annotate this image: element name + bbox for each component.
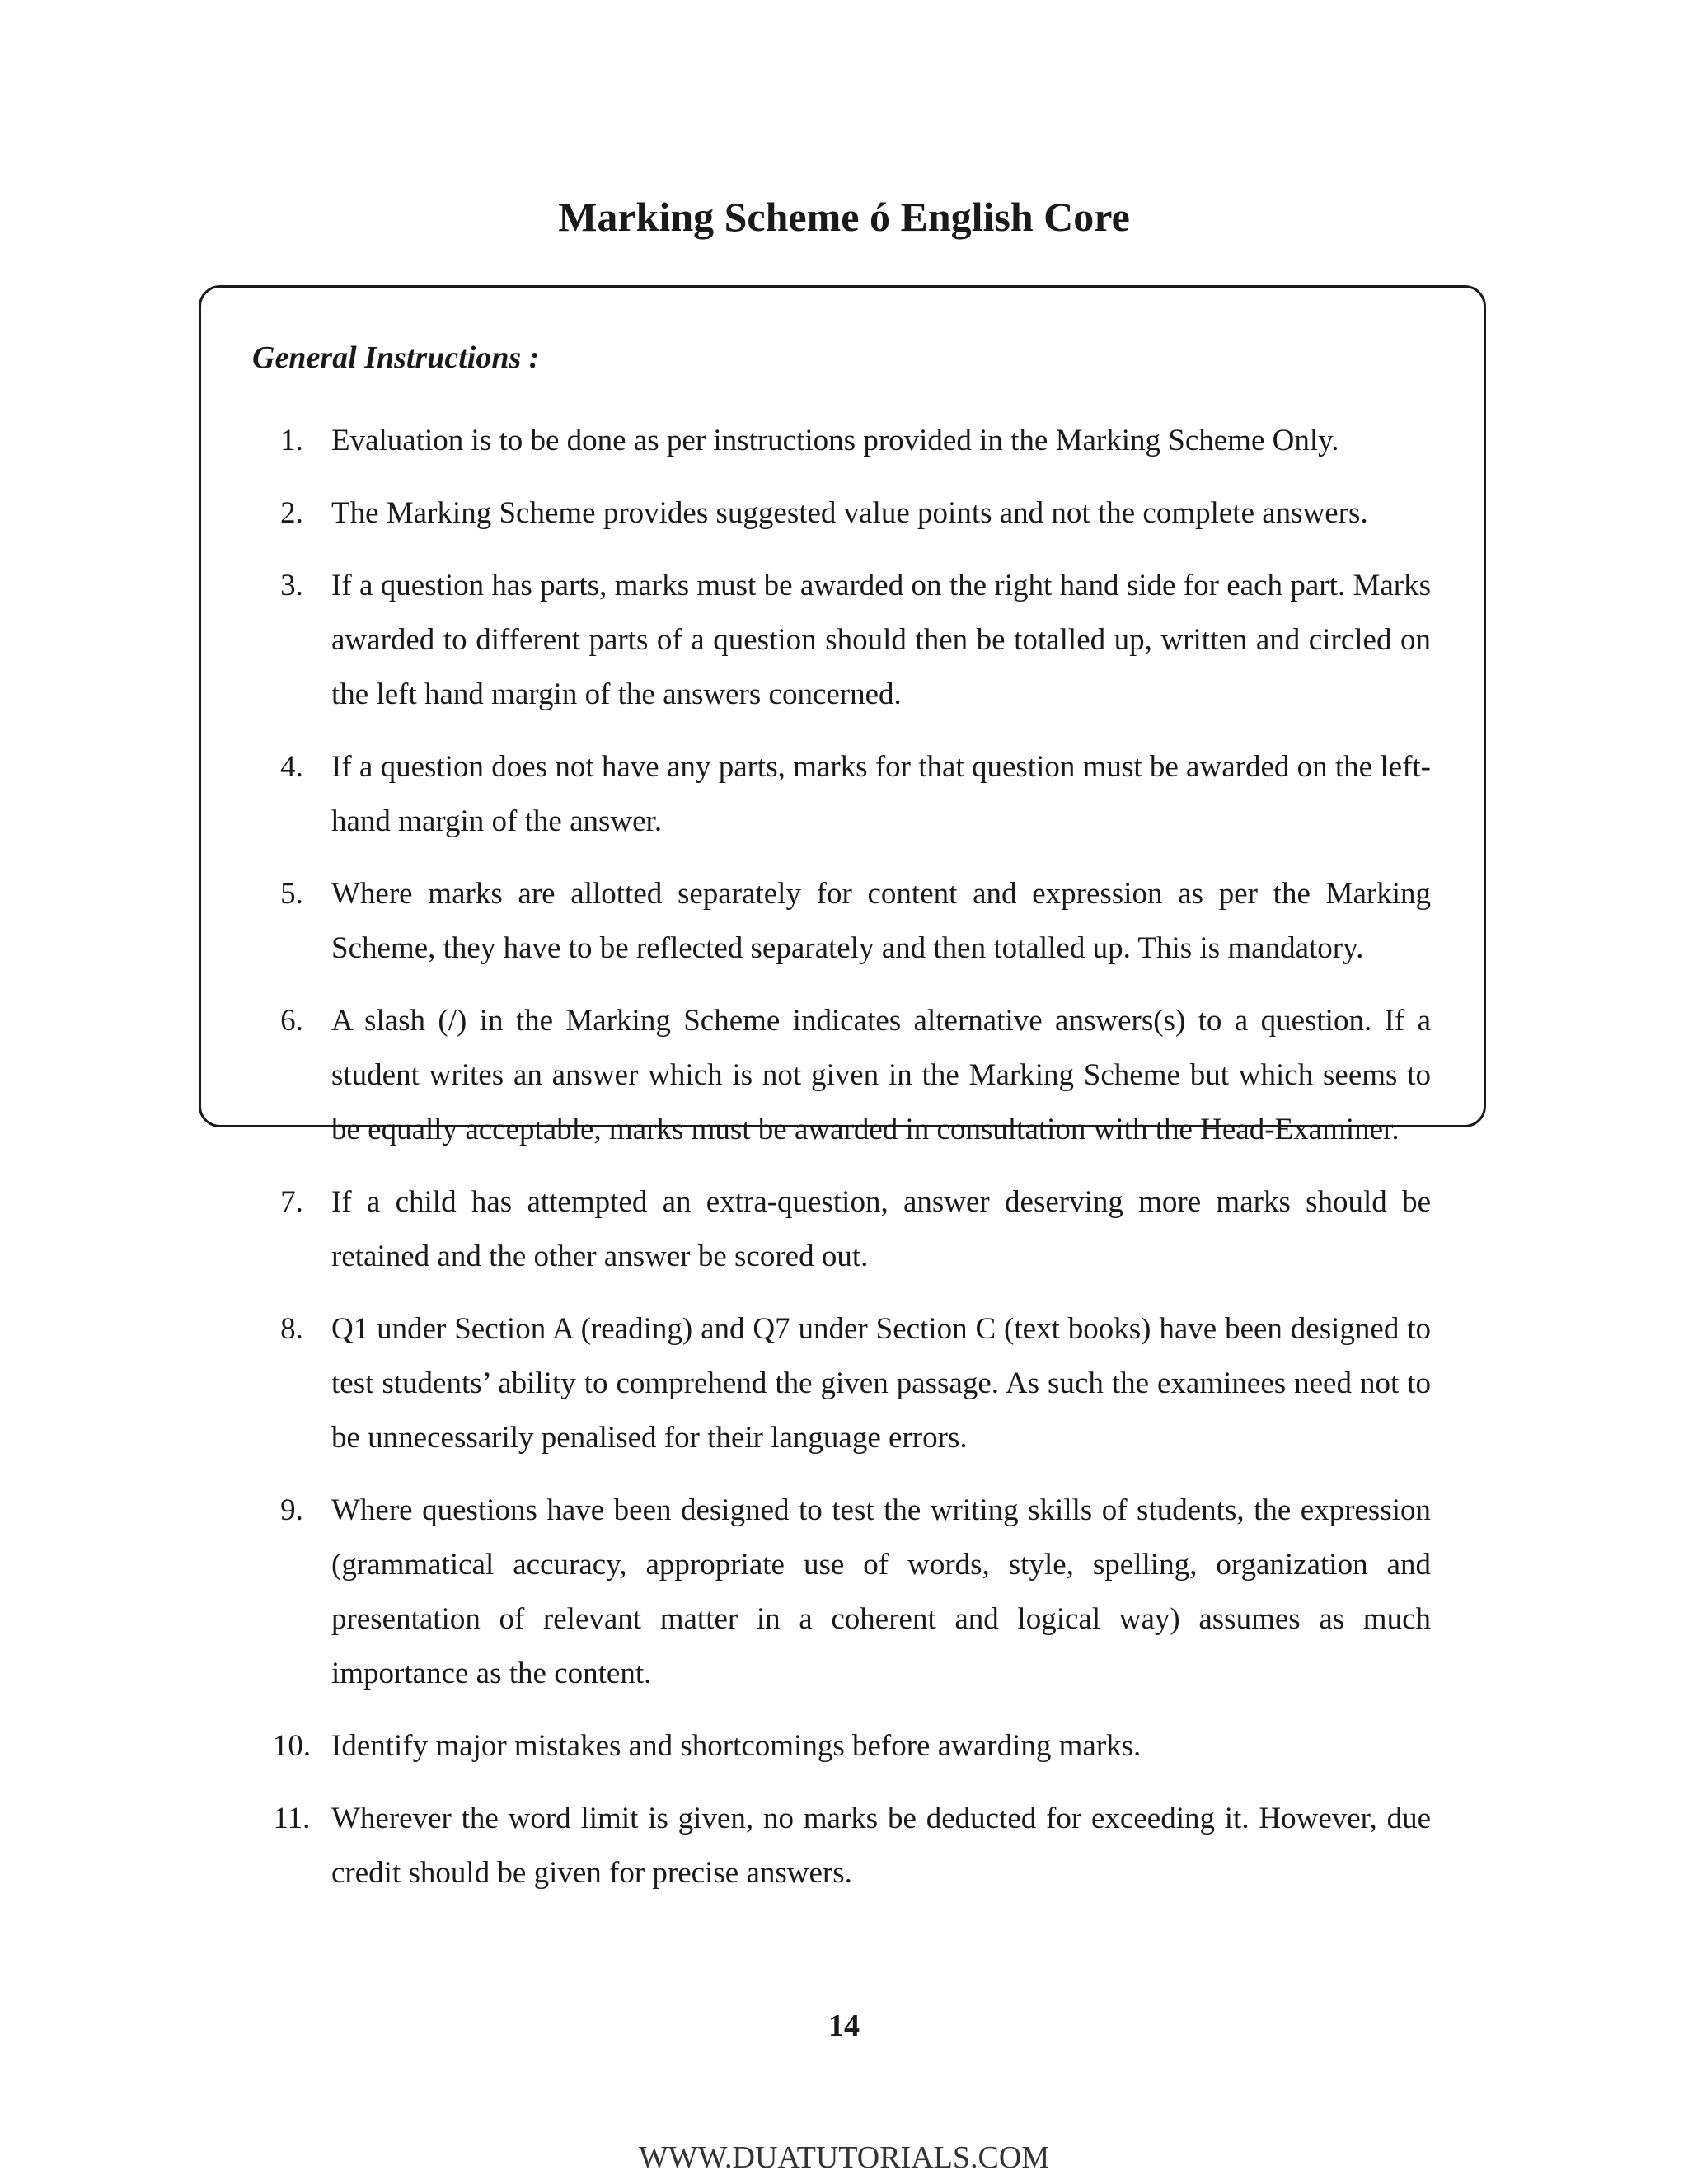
instruction-item-5	[252, 867, 1431, 976]
instruction-text: Identify major mistakes and shortcomings before awarding marks.	[331, 1729, 1142, 1763]
instruction-list	[252, 414, 1431, 1919]
instruction-text: Where questions have been designed to test the writing skills of students, the expression (grammatical accuracy, appropriate use of words, style, spelling, organization and presentation of relevant matter in a coherent and logical way) assumes as much importance as the content.	[331, 1493, 1431, 1690]
instruction-item-10	[252, 1719, 1431, 1774]
instruction-item-8	[252, 1302, 1431, 1465]
instruction-number: 5.	[280, 877, 303, 911]
instruction-number: 11.	[273, 1802, 311, 1835]
instruction-number: 10.	[272, 1729, 312, 1763]
instruction-item-4	[252, 740, 1431, 849]
instruction-number: 9.	[280, 1493, 303, 1527]
instructions-heading: General Instructions :	[252, 340, 540, 375]
instruction-text: A slash (/) in the Marking Scheme indicates alternative answers(s) to a question. If a student writes an answer which is not given in the Marking Scheme but which seems to be equally acceptable, marks must be awarded in consultation with the Head-Examiner.	[331, 1004, 1431, 1146]
page-title: Marking Scheme ó English Core	[558, 194, 1130, 240]
instruction-text: Where marks are allotted separately for content and expression as per the Marking Scheme, they have to be reflected separately and then totalled up. This is mandatory.	[331, 877, 1431, 965]
instruction-item-2	[252, 486, 1431, 541]
instruction-text: Wherever the word limit is given, no marks be deducted for exceeding it. However, due credit should be given for precise answers.	[331, 1802, 1431, 1890]
instruction-number: 2.	[280, 496, 303, 530]
instruction-item-3	[252, 559, 1431, 722]
instruction-text: If a question does not have any parts, marks for that question must be awarded on the left-hand margin of the answer.	[331, 750, 1431, 838]
instruction-text: If a question has parts, marks must be awarded on the right hand side for each part. Marks awarded to different parts of a question should then be totalled up, written and circled on the left hand margin of the answers concerned.	[331, 569, 1431, 711]
instruction-item-1	[252, 414, 1431, 468]
instruction-number: 8.	[280, 1312, 303, 1346]
instruction-item-11	[252, 1792, 1431, 1900]
instruction-text: The Marking Scheme provides suggested value points and not the complete answers.	[331, 496, 1368, 530]
instruction-item-9	[252, 1483, 1431, 1701]
footer-url: WWW.DUATUTORIALS.COM	[638, 2140, 1050, 2175]
instruction-item-7	[252, 1175, 1431, 1284]
instruction-text: Evaluation is to be done as per instructions provided in the Marking Scheme Only.	[331, 424, 1339, 457]
instruction-number: 1.	[280, 424, 303, 457]
instruction-text: If a child has attempted an extra-question, answer deserving more marks should be retained and the other answer be scored out.	[331, 1185, 1431, 1273]
page-number: 14	[828, 2008, 860, 2043]
instruction-number: 4.	[280, 750, 303, 784]
instruction-item-6	[252, 994, 1431, 1157]
instruction-number: 7.	[280, 1185, 303, 1219]
instruction-number: 3.	[280, 569, 303, 602]
instruction-text: Q1 under Section A (reading) and Q7 under Section C (text books) have been designed to test students’ ability to comprehend the given passage. As such the examinees need not to be unnecessarily penalised for their language errors.	[331, 1312, 1431, 1455]
instruction-number: 6.	[280, 1004, 303, 1038]
